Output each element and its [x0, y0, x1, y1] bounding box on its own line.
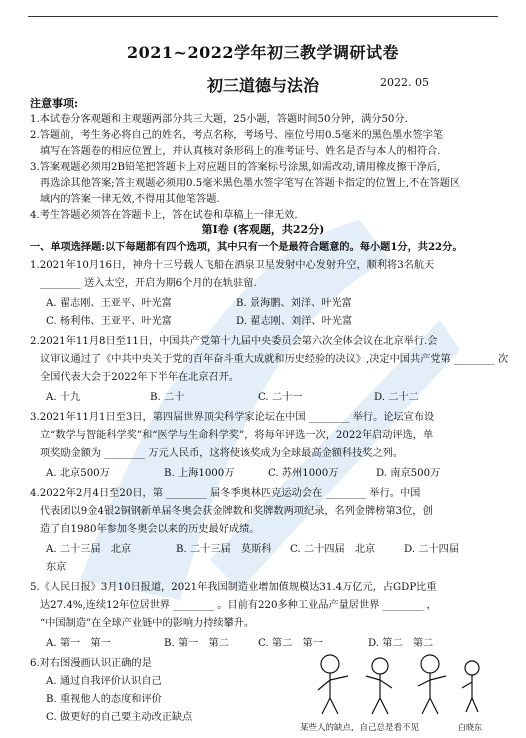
option: B. 景海鹏、刘洋、叶光富 — [236, 298, 352, 309]
question-line: 议审议通过了《中共中央关于党的百年奋斗重大成就和历史经验的决议》,决定中国共产党第 ________ 次 — [40, 354, 509, 365]
option: B. 二十三届 莫斯科 — [176, 544, 272, 555]
question-line: 全国代表大会于2022年下半年在北京召开。 — [40, 372, 240, 383]
exam-subject: 初三道德与法治 — [206, 76, 319, 95]
question-line: 代表团以9金4银2铜钢新单届冬奥会获金牌数和奖牌数两项纪录，名列金牌榜第3位，创 — [40, 506, 433, 517]
note-line: 1.本试卷分客观题和主观题两部分共三大题，25小题，答题时间50分钟，满分50分. — [30, 114, 408, 125]
option: C. 做更好的自己要主动改正缺点 — [46, 712, 193, 723]
cartoon-caption: 某些人的缺点，自己总是看不见 — [300, 723, 420, 733]
cartoon-signature: 白晓东 — [458, 723, 482, 732]
question-line: “中国制造”在全球产业链中的影响力持续攀升。 — [40, 618, 255, 629]
note-line: 域内的答案一律无效,不得用其他笔答题. — [40, 194, 220, 205]
question-line: 6.对右图漫画认识正确的是 — [30, 658, 152, 669]
note-line: 4.考生答题必须答在答题卡上，答在试卷和草稿上一律无效. — [30, 210, 298, 221]
option: D. 二十二 — [374, 392, 419, 403]
option: A. 第一 第一 — [46, 638, 111, 649]
question-line: 造了自1980年参加冬奥会以来的历史最好成绩。 — [40, 524, 260, 535]
question-line: ________ 送入太空，开启为期6个月的在轨驻留. — [40, 278, 257, 289]
option: A. 通过自我评价认识自己 — [46, 676, 162, 687]
cartoon-illustration — [300, 646, 496, 726]
option: D. 南京500万 — [376, 468, 441, 479]
option: A. 翟志刚、王亚平、叶光富 — [46, 298, 172, 309]
option: D. 翟志刚、刘洋、叶光富 — [236, 316, 353, 327]
option: D. 第二 第二 — [368, 638, 434, 649]
question-line: 达27.4%,连续12年位居世界 ________ 。目前有220多种工业品产量居世界 ________ ， — [40, 600, 437, 611]
exam-title: 2021~2022学年初三教学调研试卷 — [127, 43, 399, 62]
exam-date: 2022. 05 — [380, 76, 429, 89]
question-line: 项奖励金额为 ________ 万元人民币，这将使该奖成为全球最高金额科技奖之列。 — [40, 448, 404, 459]
top-rule — [28, 16, 498, 17]
option: A. 北京500万 — [46, 468, 110, 479]
option: A. 十九 — [46, 392, 81, 403]
question-line: 1.2021年10月16日，神舟十三号载人飞船在酒泉卫星发射中心发射升空，顺利将3名航天 — [30, 260, 435, 271]
option: D. 二十四届 — [404, 544, 460, 555]
option: A. 二十三届 北京 — [46, 544, 132, 555]
option: C. 二十一 — [258, 392, 303, 403]
option: B. 二十 — [150, 392, 185, 403]
option: C. 杨利伟、王亚平、叶光富 — [46, 316, 172, 327]
option: C. 苏州1000万 — [268, 468, 339, 479]
question-line: 立“数学与智能科学奖”和“医学与生命科学奖”，将每年评选一次，2022年启动评选，单 — [40, 430, 434, 441]
option: C. 第二 第一 — [258, 638, 323, 649]
option: B. 重视他人的态度和评价 — [46, 694, 162, 705]
section-instruction: 一、单项选择题:以下每题都有四个选项，其中只有一个是最符合题意的。每小题1分，共22分。 — [30, 241, 463, 253]
note-line: 填写在答题卷的相应位置上，并认真核对条形码上的准考证号、姓名是否与本人的相符合. — [40, 146, 441, 157]
question-line: 4.2022年2月4日至20日，第 ________ 届冬季奥林匹克运动会在 ________ 举行。中国 — [30, 488, 421, 499]
note-line: 2.答题前，考生务必将自己的姓名，考点名称，考场号、座位号用0.5毫米的黑色墨水签字笔 — [30, 130, 444, 141]
question-line: 5.《人民日报》3月10日报道，2021年我国制造业增加值规模达31.4万亿元，占GDP比重 — [30, 582, 437, 593]
option: B. 上海1000万 — [164, 468, 235, 479]
note-line: 再选涂其他答案;答主观题必须用0.5毫米黑色墨水签字笔写在答题卡指定的位置上,不在答题区 — [40, 178, 461, 189]
section-title: 第Ⅰ卷 (客观题，共22分) — [201, 223, 325, 236]
notes-heading: 注意事项: — [30, 97, 79, 110]
option-continuation: 东京 — [46, 562, 67, 573]
option: C. 二十四届 北京 — [290, 544, 376, 555]
question-line: 3.2021年11月1日至3日，第四届世界顶尖科学家论坛在中国 ________ 举行。论坛宣布设 — [30, 412, 435, 423]
option: B. 第一 第二 — [164, 638, 229, 649]
question-line: 2.2021年11月8日至11日，中国共产党第十九届中央委员会第六次全体会议在北京举行.会 — [30, 336, 438, 347]
note-line: 3.答案观题必须用2B铅笔把答题卡上对应题目的答案标号涂黑,如需改动,请用橡皮擦干净后, — [30, 162, 441, 173]
